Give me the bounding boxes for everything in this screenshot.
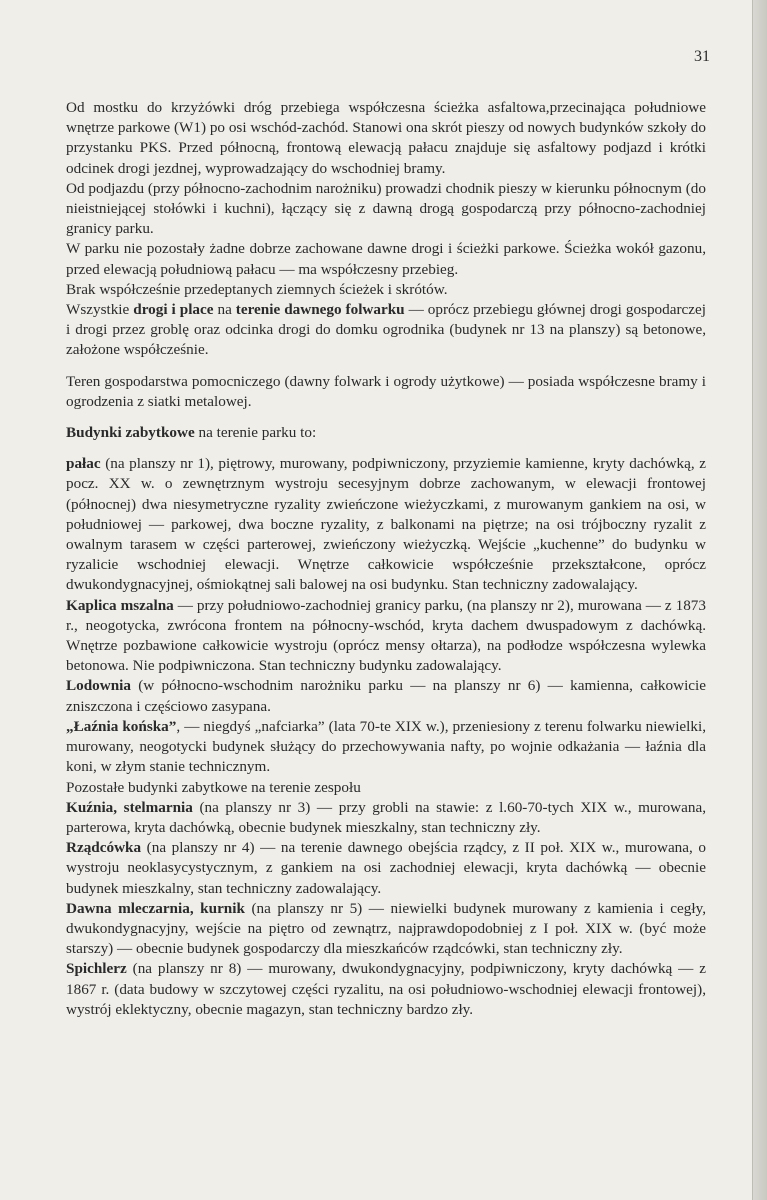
paragraph-text: Pozostałe budynki zabytkowe na terenie zespołu [66, 778, 361, 796]
paragraph-text: Brak współcześnie przedeptanych ziemnych ścieżek i skrótów. [66, 280, 448, 298]
entry-text: (na planszy nr 3) — przy grobli na stawie: z l.60-70-tych XIX w., murowana, parterowa, kryta dachówką, obecnie budynek mieszkalny, stan techniczny zły. [66, 798, 706, 836]
entry [66, 798, 706, 838]
entry-title: Rządcówka [66, 839, 142, 857]
paragraph [66, 280, 706, 300]
entry-text: (w północno-wschodnim narożniku parku — na planszy nr 6) — kamienna, całkowicie zniszczona i częściowo zasypana. [66, 677, 706, 715]
page-number: 31 [694, 48, 710, 65]
text-run: — oprócz przebiegu głównej drogi gospodarczej i drogi przez groblę oraz odcinka drogi do domku ogrodnika (budynek nr 13 na planszy) są betonowe, założone współcześnie. [66, 301, 706, 359]
text-run: na [213, 301, 236, 319]
entry-title: „Łaźnia końska” [66, 717, 177, 735]
text-run: na terenie parku to: [194, 424, 317, 442]
page-edge [752, 0, 767, 1200]
entry-text: — przy południowo-zachodniej granicy parku, (na planszy nr 2), murowana — z 1873 r., neogotycka, zwrócona frontem na północny-wschód, kryta dachem dwuspadowym z dachówką. Wnętrze pozbawione całkowicie wystroju (oprócz mensy ołtarza), na podłodze współczesna wylewka betonowa. Nie podpiwniczona. Stan techniczny budynku zadowalający. [66, 596, 706, 675]
entry [66, 838, 706, 899]
paragraph [66, 300, 706, 361]
entry-title: pałac [66, 455, 101, 473]
paragraph [66, 239, 706, 279]
entry [66, 596, 706, 677]
entry [66, 454, 706, 595]
entry-title: Dawna mleczarnia, kurnik [66, 899, 245, 917]
entry [66, 676, 706, 716]
paragraph-text: Od podjazdu (przy północno-zachodnim narożniku) prowadzi chodnik pieszy w kierunku północnym (do nieistniejącej stołówki i kuchni), łączący się z dawną drogą gospodarczą przy północno-zachodniej granicy parku. [66, 179, 706, 238]
entry-text: (na planszy nr 8) — murowany, dwukondygnacyjny, podpiwniczony, kryty dachówką — z 1867 r. (data budowy w szczytowej części ryzalitu, na osi południowo-wschodniej elewacji frontowej), wystrój eklektyczny, obecnie magazyn, stan techniczny bardzo zły. [66, 960, 706, 1018]
entry [66, 959, 706, 1020]
entry-title: Lodownia [66, 677, 131, 695]
bold-term: Budynki zabytkowe [66, 424, 195, 442]
paragraph [66, 179, 706, 240]
entry-text: (na planszy nr 1), piętrowy, murowany, podpiwniczony, przyziemie kamienne, kryty dachówką, z pocz. XX w. o zewnętrznym wystroju secesyjnym dobrze zachowanym, w elewacji frontowej (północnej) dwa niesymetryczne ryzality zwieńczone wieżyczkami, z murowanym gankiem na osi, w południowej — parkowej, dwa boczne ryzality, z balkonami na piętrze; na osi trójboczny ryzalit z owalnym tarasem w części parterowej, zwieńczony wieżyczką. Wejście „kuchenne” do budynku w ryzalicie wschodniej elewacji. Wnętrze całkowicie współcześnie przekształcone, oprócz dwukondygnacyjnej, ośmiokątnej sali balowej na osi budynku. Stan techniczny zadowalający. [66, 455, 706, 594]
paragraph-text: Od mostku do krzyżówki dróg przebiega współczesna ścieżka asfaltowa,przecinająca południowe wnętrze parkowe (W1) po osi wschód-zachód. Stanowi ona skrót pieszy od nowych budynków szkoły do przystanku PKS. Przed północną, frontową elewacją pałacu znajduje się asfaltowy podjazd i krótki odcinek drogi jezdnej, wyprowadzający do wschodniej bramy. [66, 99, 706, 177]
entry-title: Spichlerz [66, 960, 127, 978]
entry-text: (na planszy nr 5) — niewielki budynek murowany z kamienia i cegły, dwukondygnacyjny, wejście na piętro od zewnątrz, najprawdopodobniej z I poł. XIX w. (być może starszy) — obecnie budynek gospodarczy dla mieszkańców rządcówki, stan techniczny zły. [66, 899, 706, 958]
bold-term: terenie dawnego folwarku [235, 301, 405, 319]
bold-term: drogi i place [133, 301, 214, 319]
section-heading [66, 423, 706, 443]
entry-text: , — niegdyś „nafciarka” (lata 70-te XIX w.), przeniesiony z terenu folwarku niewielki, murowany, neogotycki budynek służący do przechowywania nafty, po wojnie odkażania — łaźnia dla koni, w złym stanie technicznym. [66, 717, 706, 776]
entry-title: Kaplica mszalna [66, 596, 174, 614]
paragraph-text: W parku nie pozostały żadne dobrze zachowane dawne drogi i ścieżki parkowe. Ścieżka wokół gazonu, przed elewacją południową pałacu — ma współczesny przebieg. [66, 240, 706, 278]
entry [66, 717, 706, 778]
entry-title: Kuźnia, stelmarnia [66, 798, 193, 816]
paragraph [66, 778, 706, 798]
entry-text: (na planszy nr 4) — na terenie dawnego obejścia rządcy, z II poł. XIX w., murowana, o wystroju neoklasycystycznym, z gankiem na osi zachodniej elewacji, kryta dachówką — obecnie budynek mieszkalny, stan techniczny zadowalający. [66, 839, 706, 897]
paragraph [66, 372, 706, 412]
body-text [66, 98, 706, 1020]
paragraph [66, 98, 706, 179]
text-run: Wszystkie [66, 301, 134, 319]
entry [66, 899, 706, 960]
paragraph-text: Teren gospodarstwa pomocniczego (dawny folwark i ogrody użytkowe) — posiada współczesne bramy i ogrodzenia z siatki metalowej. [66, 372, 706, 410]
